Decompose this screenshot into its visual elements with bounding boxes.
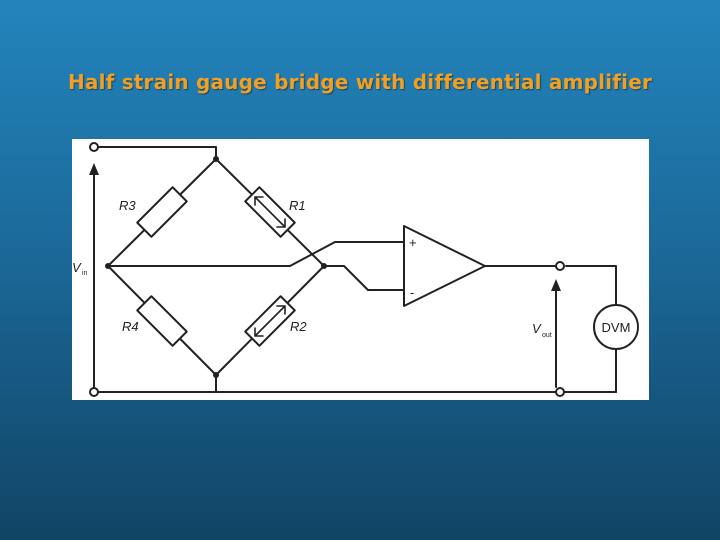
r3-resistor <box>137 187 186 236</box>
top-junction <box>213 156 219 162</box>
opamp-minus-label: - <box>410 285 415 300</box>
vin-arrowhead <box>89 163 99 175</box>
bottom-junction <box>213 372 219 378</box>
r4-label: R4 <box>122 319 139 334</box>
circuit-svg <box>72 139 649 400</box>
left-junction <box>105 263 111 269</box>
vout-subscript: out <box>542 332 552 339</box>
opamp-plus-label: + <box>409 235 417 250</box>
vin-top-terminal <box>90 143 98 151</box>
top-rail-wire <box>98 147 216 159</box>
left-node-to-plus-wire <box>108 242 404 266</box>
r4-resistor <box>137 296 186 345</box>
vout-arrowhead <box>551 279 561 291</box>
right-junction <box>321 263 327 269</box>
output-to-dvm-wire <box>566 266 616 305</box>
vout-label: V <box>532 321 541 336</box>
r1-label: R1 <box>289 198 306 213</box>
dvm-label: DVM <box>601 320 631 335</box>
circuit-diagram <box>72 139 649 400</box>
vin-label: V <box>72 260 81 275</box>
slide-title: Half strain gauge bridge with differential amplifier <box>67 70 653 94</box>
vin-subscript: in <box>82 270 88 277</box>
vout-bottom-terminal <box>556 388 564 396</box>
vin-bottom-terminal <box>90 388 98 396</box>
r3-label: R3 <box>119 198 136 213</box>
r2-label: R2 <box>290 319 307 334</box>
right-node-to-minus-wire <box>324 266 404 290</box>
vout-top-terminal <box>556 262 564 270</box>
